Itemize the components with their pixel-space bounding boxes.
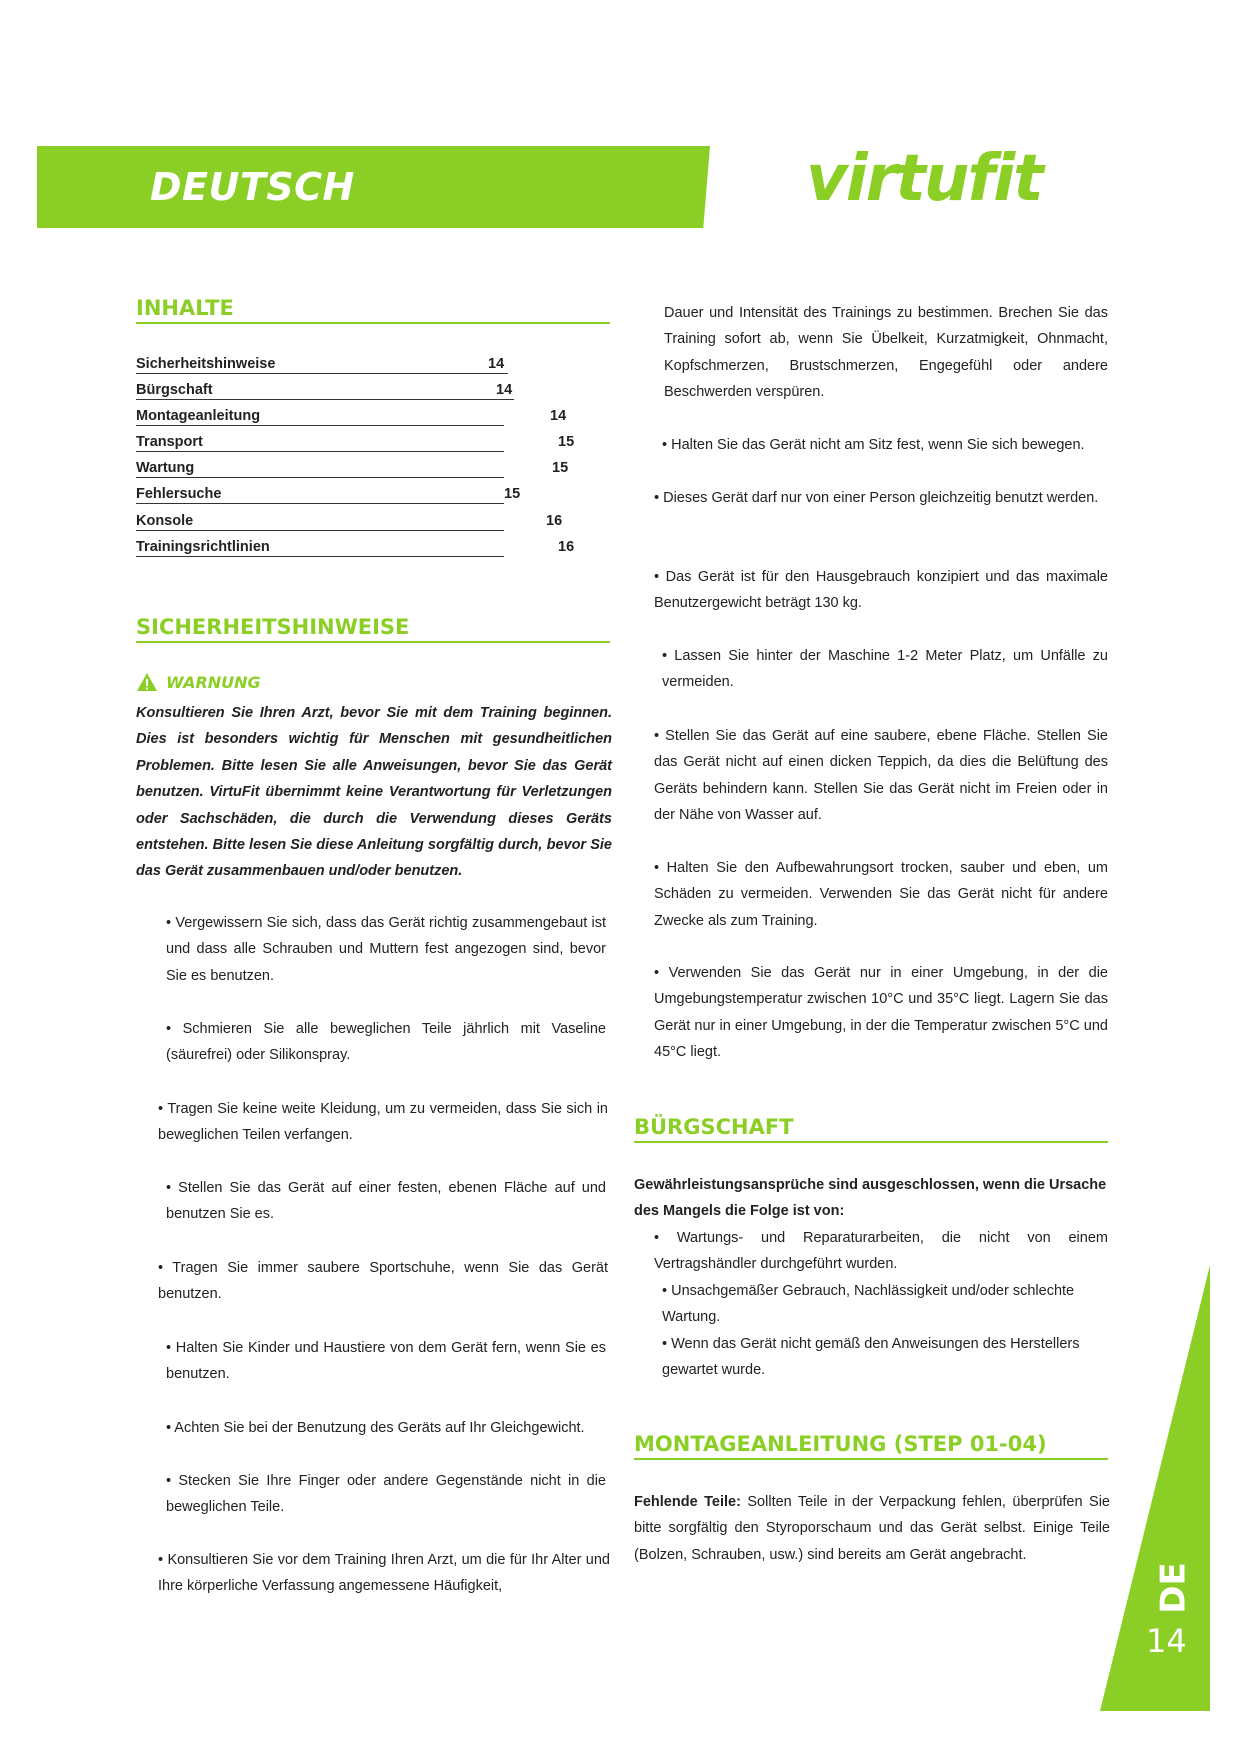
toc-page: 14: [488, 356, 505, 372]
safety-item: • Halten Sie das Gerät nicht am Sitz fest, wenn Sie sich bewegen.: [662, 437, 1085, 453]
safety-item: • Das Gerät ist für den Hausgebrauch konzipiert und das maximale Benutzergewicht beträgt 130 kg.: [654, 569, 1108, 612]
assembly-body: Sollten Teile in der Verpackung fehlen, überprüfen Sie bitte sorgfältig den Styroporschaum und das Gerät selbst. Einige Teile (Bolzen, Schrauben, usw.) sind bereits am Gerät angebracht.: [634, 1494, 1110, 1563]
toc-page: 15: [504, 486, 521, 502]
safety-item: • Stellen Sie das Gerät auf eine saubere, ebene Fläche. Stellen Sie das Gerät nicht auf einen dicken Teppich, da dies die Belüftung des Geräts behindern kann. Stellen Sie das Gerät nicht im Freien oder in der Nähe von Wasser auf.: [654, 728, 1108, 824]
safety-item: • Dieses Gerät darf nur von einer Person gleichzeitig benutzt werden.: [654, 490, 1099, 506]
toc-page: 16: [546, 513, 563, 529]
toc-page: 15: [552, 460, 569, 476]
warranty-item: • Unsachgemäßer Gebrauch, Nachlässigkeit und/oder schlechte Wartung.: [662, 1283, 1075, 1326]
safety-heading: SICHERHEITSHINWEISE: [136, 615, 610, 643]
toc-label: Wartung: [136, 460, 504, 478]
safety-item: • Tragen Sie keine weite Kleidung, um zu vermeiden, dass Sie sich in beweglichen Teilen verfangen.: [158, 1101, 608, 1144]
safety-item: • Tragen Sie immer saubere Sportschuhe, wenn Sie das Gerät benutzen.: [158, 1260, 608, 1303]
assembly-text: [634, 1489, 1110, 1568]
safety-item: • Konsultieren Sie vor dem Training Ihren Arzt, um die für Ihr Alter und Ihre körperliche Verfassung angemessene Häufigkeit,: [158, 1552, 610, 1595]
safety-item: • Lassen Sie hinter der Maschine 1-2 Meter Platz, um Unfälle zu vermeiden.: [662, 648, 1108, 691]
toc-label: Transport: [136, 434, 504, 452]
safety-item: • Verwenden Sie das Gerät nur in einer Umgebung, in der die Umgebungstemperatur zwischen 10°C und 35°C liegt. Lagern Sie das Gerät nur in einer Umgebung, in der die Temperatur zwischen 5°C und 45°C liegt.: [654, 965, 1108, 1061]
toc-label: Sicherheitshinweise: [136, 356, 508, 374]
language-banner: [37, 146, 710, 228]
toc-label: Montageanleitung: [136, 408, 504, 426]
safety-item: • Stecken Sie Ihre Finger oder andere Gegenstände nicht in die beweglichen Teile.: [166, 1473, 606, 1516]
warranty-heading: BÜRGSCHAFT: [634, 1115, 1108, 1143]
page-number: 14: [1146, 1622, 1187, 1660]
safety-item: • Halten Sie den Aufbewahrungsort trocken, sauber und eben, um Schäden zu vermeiden. Verwenden Sie das Gerät nicht für andere Zwecke als zum Training.: [654, 860, 1108, 929]
assembly-lead: Fehlende Teile:: [634, 1494, 741, 1510]
toc-page: 16: [558, 539, 575, 555]
warning-label: WARNUNG: [166, 672, 261, 692]
warning-text: Konsultieren Sie Ihren Arzt, bevor Sie mit dem Training beginnen. Dies ist besonders wichtig für Menschen mit gesundheitlichen Problemen. Bitte lesen Sie alle Anweisungen, bevor Sie das Gerät benutzen. VirtuFit übernimmt keine Verantwortung für Verletzungen oder Sachschäden, die durch die Verwendung dieses Geräts entstehen. Bitte lesen Sie diese Anleitung sorgfältig durch, bevor Sie das Gerät zusammenbauen und/oder benutzen.: [136, 705, 612, 880]
safety-item: • Halten Sie Kinder und Haustiere von dem Gerät fern, wenn Sie es benutzen.: [166, 1340, 606, 1383]
safety-item: • Achten Sie bei der Benutzung des Geräts auf Ihr Gleichgewicht.: [166, 1420, 585, 1436]
toc-page: 14: [550, 408, 567, 424]
safety-item: • Stellen Sie das Gerät auf einer festen, ebenen Fläche auf und benutzen Sie es.: [166, 1180, 606, 1223]
toc-label: Fehlersuche: [136, 486, 504, 504]
warning-icon: [136, 672, 158, 692]
warranty-item: • Wenn das Gerät nicht gemäß den Anweisungen des Herstellers gewartet wurde.: [662, 1336, 1080, 1379]
language-code: DE: [1153, 1562, 1194, 1614]
language-title: DEUTSCH: [150, 165, 355, 209]
toc-page: 15: [558, 434, 575, 450]
warranty-intro: Gewährleistungsansprüche sind ausgeschlossen, wenn die Ursache des Mangels die Folge ist von:: [634, 1177, 1107, 1220]
brand-logo: virtufit: [806, 142, 1042, 216]
warranty-item: • Wartungs- und Reparaturarbeiten, die nicht von einem Vertragshändler durchgeführt wurden.: [654, 1230, 1108, 1273]
safety-item: Dauer und Intensität des Trainings zu bestimmen. Brechen Sie das Training sofort ab, wenn Sie Übelkeit, Kurzatmigkeit, Ohnmacht, Kopfschmerzen, Brustschmerzen, Engegefühl oder andere Beschwerden verspüren.: [664, 305, 1108, 401]
contents-heading: INHALTE: [136, 296, 610, 324]
toc-label: Konsole: [136, 513, 504, 531]
safety-item: • Schmieren Sie alle beweglichen Teile jährlich mit Vaseline (säurefrei) oder Silikonspray.: [166, 1021, 606, 1064]
toc-label: Bürgschaft: [136, 382, 514, 400]
toc-label: Trainingsrichtlinien: [136, 539, 504, 557]
toc-page: 14: [496, 382, 513, 398]
warning-label-row: [136, 672, 261, 692]
safety-item: • Vergewissern Sie sich, dass das Gerät richtig zusammengebaut ist und dass alle Schrauben und Muttern fest angezogen sind, bevor Sie es benutzen.: [166, 915, 606, 984]
assembly-heading: MONTAGEANLEITUNG (STEP 01-04): [634, 1432, 1108, 1460]
